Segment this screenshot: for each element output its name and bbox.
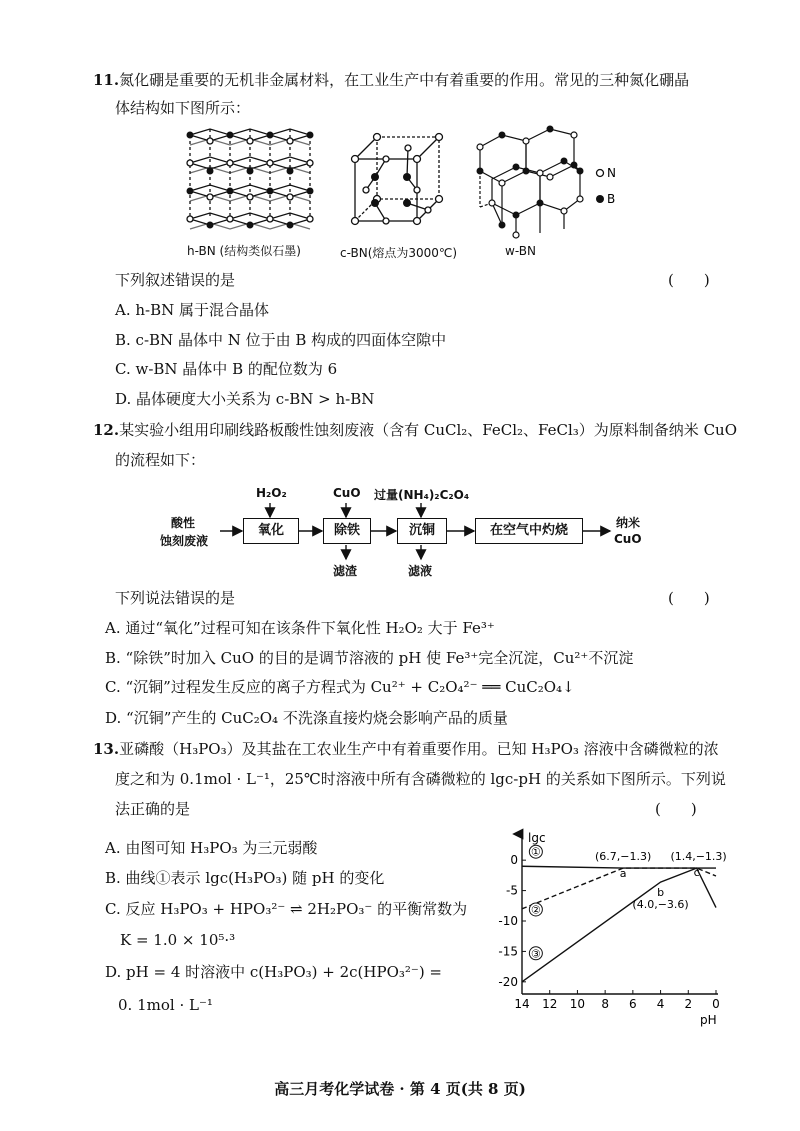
flow-reagent-cuo: CuO	[333, 486, 361, 500]
q12-stem-line2: 的流程如下：	[115, 451, 206, 469]
series-line-3	[522, 868, 716, 982]
flow-input-line2: 蚀刻废液	[160, 534, 209, 548]
q11-stem-line2: 体结构如下图所示：	[115, 99, 251, 117]
y-axis-label: lgc	[528, 831, 546, 845]
legend-n-label: N	[607, 166, 616, 180]
point-label-a: a	[619, 867, 627, 881]
flow-output-line2: CuO	[614, 532, 642, 546]
q11-option-c: C. w-BN 晶体中 B 的配位数为 6	[115, 360, 338, 378]
flow-step-iron-removal: 除铁	[323, 518, 371, 544]
x-tick-label: 2	[684, 997, 693, 1011]
x-tick-label: 14	[514, 997, 530, 1011]
q12-option-b: B. “除铁”时加入 CuO 的目的是调节溶液的 pH 使 Fe³⁺完全沉淀，Cu²⁺不沉淀	[105, 649, 634, 667]
cbn-caption: c-BN(熔点为3000℃)	[340, 246, 458, 260]
q13-option-b: B. 曲线①表示 lgc(H₃PO₃) 随 pH 的变化	[105, 869, 385, 887]
q13-stem-text1: 亚磷酸（H₃PO₃）及其盐在工农业生产中有着重要作用。已知 H₃PO₃ 溶液中含磷微粒的浓	[119, 740, 719, 758]
q13-stem-line3: 法正确的是	[115, 800, 191, 818]
q12-option-c: C. “沉铜”过程发生反应的离子方程式为 Cu²⁺ + C₂O₄²⁻ ══ CuC₂O₄↓	[105, 678, 575, 696]
series-label-3: ③	[530, 947, 541, 961]
chart-series	[522, 845, 716, 982]
q11-answer-bracket: ( )	[668, 271, 710, 289]
y-tick-label: 0	[510, 853, 518, 868]
page-footer: 高三月考化学试卷 · 第 4 页(共 8 页)	[274, 1080, 526, 1098]
q11-option-b: B. c-BN 晶体中 N 位于由 B 构成的四面体空隙中	[115, 331, 447, 349]
x-tick-label: 6	[629, 997, 637, 1011]
wbn-caption: w-BN	[505, 244, 536, 258]
series-label-2: ②	[530, 903, 541, 917]
flow-input-line1: 酸性	[171, 516, 196, 530]
y-tick-label: -5	[506, 883, 518, 898]
y-tick-label: -20	[498, 974, 518, 989]
point-label-c: c	[693, 866, 700, 880]
q13-option-a: A. 由图可知 H₃PO₃ 为三元弱酸	[105, 839, 318, 857]
flow-output-line1: 纳米	[616, 516, 641, 530]
q12-number: 12.	[93, 421, 120, 439]
flow-step-copper-precipitation: 沉铜	[397, 518, 447, 544]
flow-filtrate: 滤液	[408, 564, 433, 578]
q13-answer-bracket: ( )	[655, 800, 697, 818]
q11-option-d: D. 晶体硬度大小关系为 c-BN > h-BN	[115, 390, 375, 408]
q12-stem-text1: 某实验小组用印刷线路板酸性蚀刻废液（含有 CuCl₂、FeCl₂、FeCl₃）为原料制备纳米 CuO	[119, 421, 738, 439]
flow-step-calcination: 在空气中灼烧	[475, 518, 583, 544]
point-coord-a: (6.7,−1.3)	[595, 850, 652, 864]
q12-option-d: D. “沉铜”产生的 CuC₂O₄ 不洗涤直接灼烧会影响产品的质量	[105, 709, 508, 727]
q12-prompt: 下列说法错误的是	[115, 589, 236, 607]
q11-number: 11.	[93, 71, 120, 89]
x-tick-label: 0	[712, 997, 720, 1011]
y-tick-label: -10	[498, 914, 518, 928]
flow-step-oxidation: 氧化	[243, 518, 299, 544]
q12-answer-bracket: ( )	[668, 589, 710, 607]
point-coord-c: (1.4,−1.3)	[670, 850, 727, 864]
point-label-b: b	[657, 886, 665, 900]
q11-prompt: 下列叙述错误的是	[115, 271, 236, 289]
q12-option-a: A. 通过“氧化”过程可知在该条件下氧化性 H₂O₂ 大于 Fe³⁺	[105, 619, 495, 637]
x-tick-label: 12	[542, 997, 558, 1011]
chart-annotations	[595, 850, 727, 911]
q13-stem-line2: 度之和为 0.1mol · L⁻¹，25℃时溶液中所有含磷微粒的 lgc-pH 的关系如下图所示。下列说	[115, 770, 726, 788]
series-label-1: ①	[530, 845, 541, 859]
lgc-ph-chart	[490, 828, 730, 1028]
q13-option-c-line2: K = 1.0 × 10⁵·³	[120, 931, 236, 949]
x-tick-label: 8	[601, 997, 609, 1011]
flow-residue: 滤渣	[333, 564, 358, 578]
point-coord-b: (4.0,−3.6)	[632, 898, 689, 912]
x-axis-label: pH	[700, 1013, 717, 1027]
x-tick-label: 4	[656, 997, 665, 1011]
q11-stem-text1: 氮化硼是重要的无机非金属材料，在工业生产中有着重要的作用。常见的三种氮化硼晶	[119, 71, 690, 89]
flow-reagent-oxalate: 过量(NH₄)₂C₂O₄	[374, 488, 470, 502]
q13-option-d-line1: D. pH = 4 时溶液中 c(H₃PO₃) + 2c(HPO₃²⁻) =	[105, 963, 443, 981]
q13-number: 13.	[93, 740, 120, 758]
flow-reagent-h2o2: H₂O₂	[256, 486, 287, 500]
q13-option-c-line1: C. 反应 H₃PO₃ + HPO₃²⁻ ⇌ 2H₂PO₃⁻ 的平衡常数为	[105, 900, 468, 918]
y-tick-label: -15	[498, 944, 518, 959]
x-tick-label: 10	[569, 997, 586, 1011]
hbn-caption: h-BN (结构类似石墨)	[187, 244, 301, 258]
legend-b-label: B	[607, 192, 616, 206]
q13-stem-line1	[93, 739, 719, 759]
q11-option-a: A. h-BN 属于混合晶体	[115, 301, 270, 319]
q13-option-d-line2: 0. 1mol · L⁻¹	[118, 996, 213, 1014]
